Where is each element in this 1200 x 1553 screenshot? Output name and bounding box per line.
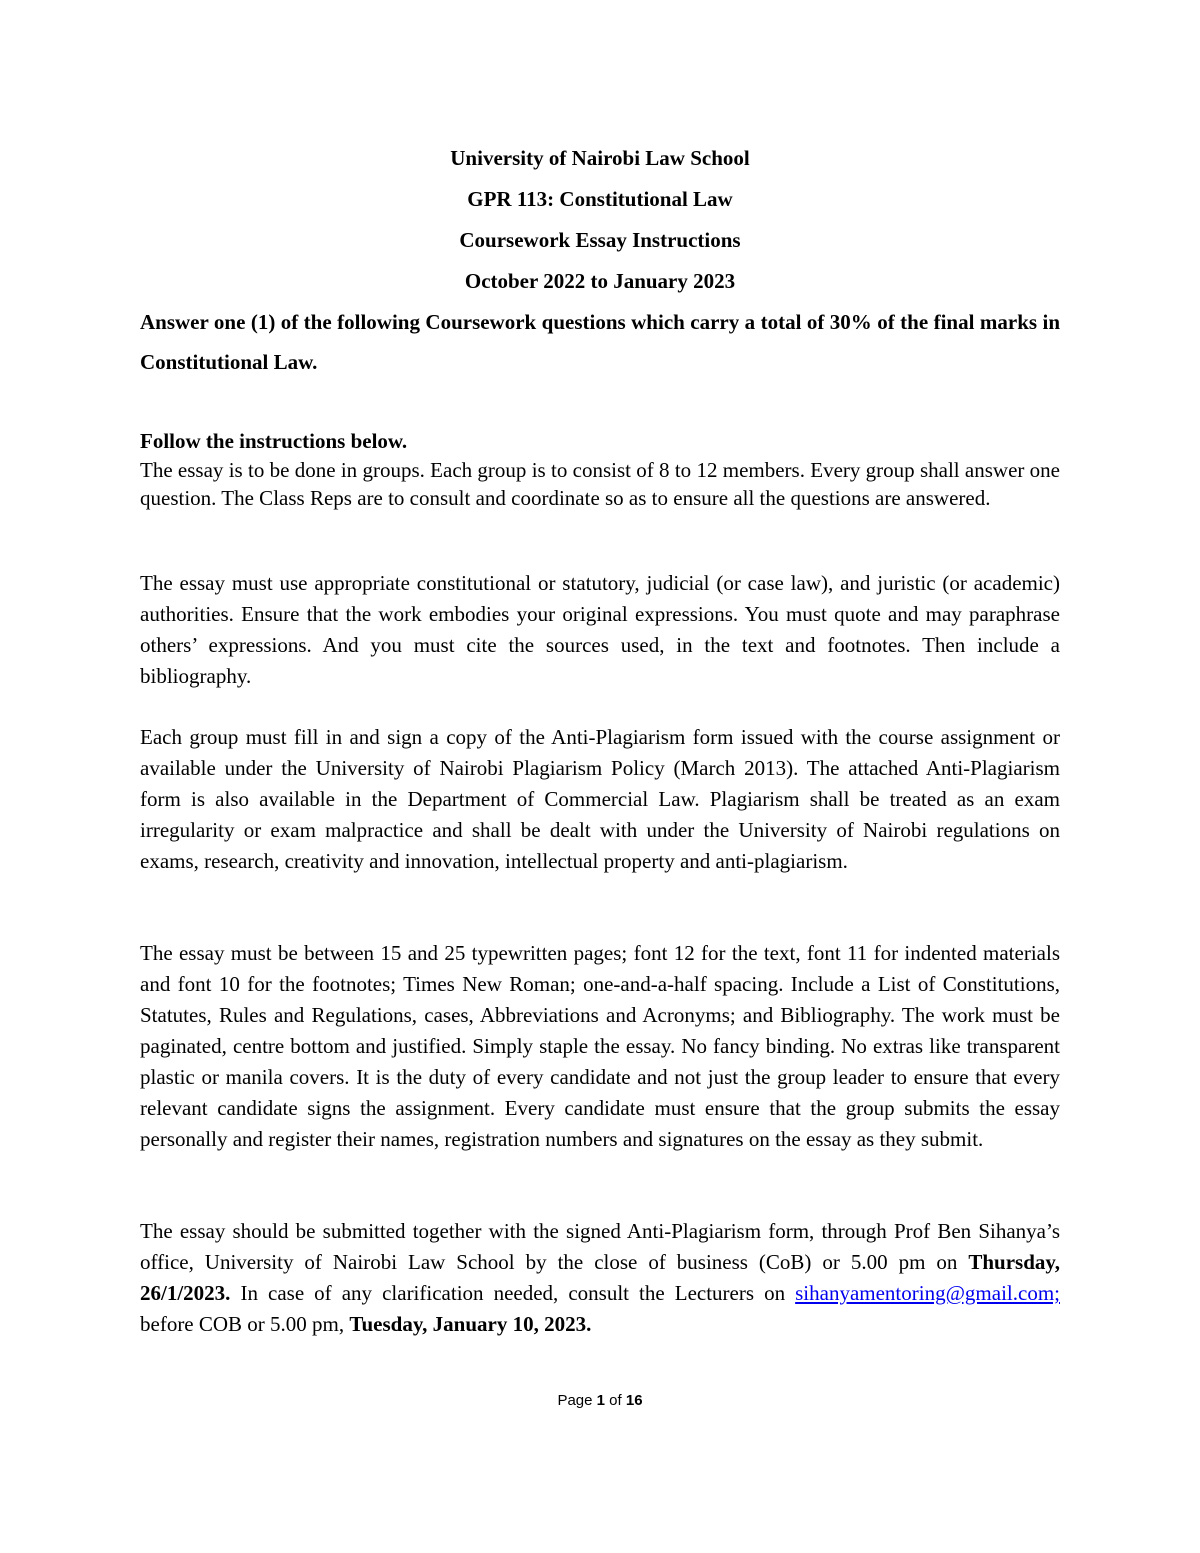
submission-text-2: In case of any clarification needed, consult the Lecturers on	[230, 1281, 796, 1305]
paragraph-groups: The essay is to be done in groups. Each group is to consist of 8 to 12 members. Every group shall answer one question. The Class Reps are to consult and coordinate so as to ensure all the questions are answered.	[140, 458, 1060, 510]
answer-instruction: Answer one (1) of the following Coursework questions which carry a total of 30% of the final marks in Constitutional Law.	[140, 310, 1060, 374]
footer-of-word: of	[609, 1392, 622, 1409]
header-dates: October 2022 to January 2023	[464, 269, 736, 293]
submission-end: .	[586, 1312, 592, 1336]
footer-current-page: 1	[596, 1392, 605, 1409]
page-footer	[0, 1391, 1200, 1411]
footer-total-pages: 16	[625, 1392, 643, 1409]
clarification-deadline: Tuesday, January 10, 2023	[349, 1312, 587, 1336]
header-title: Coursework Essay Instructions	[459, 228, 741, 252]
header-course: GPR 113: Constitutional Law	[467, 187, 733, 211]
header-university: University of Nairobi Law School	[450, 146, 750, 170]
footer-page-word: Page	[557, 1392, 593, 1409]
submission-text-3: before COB or 5.00 pm,	[140, 1312, 350, 1336]
submission-deadline: Thursday, 26/1/2023.	[140, 1250, 1060, 1305]
email-link[interactable]: sihanyamentoring@gmail.com;	[795, 1281, 1060, 1305]
paragraph-submission	[140, 1216, 1060, 1340]
paragraph-formatting: The essay must be between 15 and 25 typewritten pages; font 12 for the text, font 11 for indented materials and font 10 for the footnotes; Times New Roman; one-and-a-half spacing. Include a List of Constitutions, Statutes, Rules and Regulations, cases, Abbreviations and Acronyms; and Bibliography. The work must be paginated, centre bottom and justified. Simply staple the essay. No fancy binding. No extras like transparent plastic or manila covers. It is the duty of every candidate and not just the group leader to ensure that every relevant candidate signs the assignment. Every candidate must ensure that the group submits the essay personally and register their names, registration numbers and signatures on the essay as they submit.	[140, 941, 1060, 1151]
paragraph-anti-plagiarism: Each group must fill in and sign a copy of the Anti-Plagiarism form issued with the course assignment or available under the University of Nairobi Plagiarism Policy (March 2013). The attached Anti-Plagiarism form is also available in the Department of Commercial Law. Plagiarism shall be treated as an exam irregularity or exam malpractice and shall be dealt with under the University of Nairobi regulations on exams, research, creativity and innovation, intellectual property and anti-plagiarism.	[140, 725, 1060, 873]
paragraph-authorities: The essay must use appropriate constitutional or statutory, judicial (or case law), and juristic (or academic) authorities. Ensure that the work embodies your original expressions. You must quote and may paraphrase others’ expressions. And you must cite the sources used, in the text and footnotes. Then include a bibliography.	[140, 571, 1060, 688]
submission-text-1: The essay should be submitted together with the signed Anti-Plagiarism form, through Prof Ben Sihanya’s office, University of Nairobi Law School by the close of business (CoB) or 5.00 pm on	[140, 1219, 1060, 1274]
follow-heading: Follow the instructions below.	[140, 429, 408, 453]
